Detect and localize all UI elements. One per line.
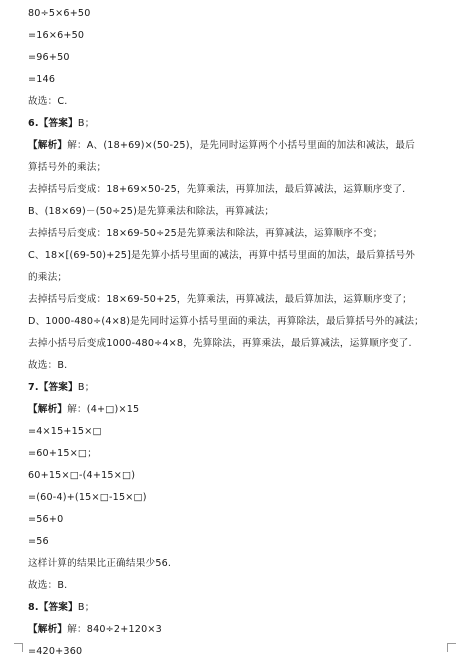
- text-line: [28, 514, 63, 526]
- line-text: B；: [77, 602, 95, 613]
- line-text: B；: [77, 118, 95, 129]
- line-text: 解：(4+□)×15: [67, 404, 140, 415]
- line-text: =96+50: [28, 52, 70, 63]
- line-text: =16×6+50: [28, 30, 85, 41]
- text-line: [28, 74, 55, 86]
- page-corner-mark-left: [14, 643, 23, 652]
- text-line: [28, 96, 68, 108]
- line-text: =(60-4)+(15×□-15×□): [28, 492, 147, 503]
- text-line: [28, 30, 84, 42]
- text-line: [28, 338, 412, 350]
- text-line: [28, 580, 67, 592]
- text-line: [28, 272, 67, 284]
- text-line: [28, 360, 67, 372]
- text-line: [28, 536, 49, 548]
- text-line: [28, 316, 424, 328]
- line-text: B、(18×69)－(50÷25)是先算乘法和除法，再算减法；: [28, 206, 275, 217]
- text-line: [28, 646, 82, 658]
- section-label: 8.【答案】: [28, 602, 78, 613]
- line-text: 去掉括号后变成：18×69-50+25，先算乘法，再算减法，最后算加法，运算顺序变了；: [28, 294, 412, 305]
- text-line: [28, 162, 106, 174]
- line-text: =4×15+15×□: [28, 426, 102, 437]
- text-line: [28, 382, 94, 394]
- line-text: 去掉括号后变成：18+69×50-25，先算乘法，再算加法，最后算减法，运算顺序变了.: [28, 184, 406, 195]
- text-line: [28, 470, 135, 482]
- line-text: 解：840÷2+120×3: [67, 624, 162, 635]
- line-text: 算括号外的乘法；: [28, 162, 107, 173]
- text-line: [28, 404, 139, 416]
- line-text: B；: [77, 382, 95, 393]
- section-label: 7.【答案】: [28, 382, 78, 393]
- page-corner-mark-right: [447, 643, 456, 652]
- text-line: [28, 426, 102, 438]
- section-label: 【解析】: [28, 140, 68, 151]
- text-line: [28, 448, 97, 460]
- text-line: [28, 184, 405, 196]
- section-label: 【解析】: [28, 624, 68, 635]
- text-line: [28, 250, 415, 262]
- text-line: [28, 140, 415, 152]
- line-text: =56: [28, 536, 49, 547]
- text-line: [28, 602, 94, 614]
- text-line: [28, 8, 91, 20]
- line-text: C、18×[(69-50)+25]是先算小括号里面的减法，再算中括号里面的加法，最后算括号外: [28, 250, 416, 261]
- line-text: =146: [28, 74, 56, 85]
- line-text: =420+360: [28, 646, 83, 657]
- line-text: 60+15×□-(4+15×□): [28, 470, 136, 481]
- line-text: 的乘法；: [28, 272, 68, 283]
- line-text: D、1000-480÷(4×8)是先同时运算小括号里面的乘法，再算除法，最后算括号外的减法；: [28, 316, 424, 327]
- line-text: 故选：C.: [28, 96, 68, 107]
- line-text: 去掉括号后变成：18×69-50÷25是先算乘法和除法，再算减法，运算顺序不变；: [28, 228, 383, 239]
- text-line: [28, 228, 383, 240]
- text-line: [28, 558, 171, 570]
- text-line: [28, 294, 412, 306]
- line-text: 故选：B.: [28, 360, 68, 371]
- line-text: =56+0: [28, 514, 64, 525]
- text-line: [28, 52, 70, 64]
- line-text: 80÷5×6+50: [28, 8, 91, 19]
- text-line: [28, 492, 147, 504]
- text-line: [28, 118, 94, 130]
- text-line: [28, 624, 162, 636]
- line-text: 解：A、(18+69)×(50-25)，是先同时运算两个小括号里面的加法和减法，最后: [67, 140, 415, 151]
- text-line: [28, 206, 274, 218]
- section-label: 【解析】: [28, 404, 68, 415]
- line-text: 这样计算的结果比正确结果少56.: [28, 558, 172, 569]
- line-text: =60+15×□；: [28, 448, 97, 459]
- line-text: 故选：B.: [28, 580, 68, 591]
- section-label: 6.【答案】: [28, 118, 78, 129]
- line-text: 去掉小括号后变成1000-480÷4×8，先算除法，再算乘法，最后算减法，运算顺序变了.: [28, 338, 412, 349]
